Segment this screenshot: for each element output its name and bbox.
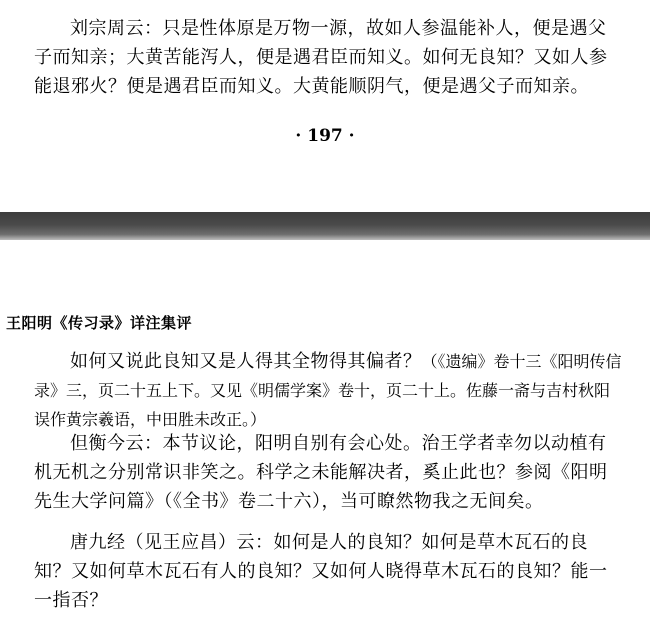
liu-zongzhou-paragraph: 刘宗周云：只是性体原是万物一源，故如人参温能补人，便是遇父子而知亲；大黄苦能泻人，便是遇君臣而知义。如何无良知？又如人参能退邪火？便是遇君臣而知义。大黄能顺阴气，便是遇父子而知亲。: [34, 18, 608, 97]
dan-hengjin-commentary: 但衡今云：本节议论，阳明自别有会心处。治王学者幸勿以动植有机无机之分别常识非笑之。科学之未能解决者，奚止此也？参阅《阳明先生大学问篇》（《全书》卷二十六），当可瞭然物我之无间矣。: [34, 433, 608, 512]
quote-paragraph: [34, 347, 624, 434]
tang-jiujing-commentary: 唐九经（见王应昌）云：如何是人的良知？如何是草木瓦石的良知？又如何草木瓦石有人的良知？又如何人晓得草木瓦石的良知？能一一指否？: [34, 532, 608, 611]
source-note: （《遗编》卷十三《阳明传信录》三，页二十五上下。又见《明儒学案》卷十，页二十上。佐藤一斋与吉村秋阳误作黄宗羲语，中田胜未改正。）: [34, 352, 622, 429]
bottom-page: [0, 240, 650, 624]
quote-text: 如何又说此良知又是人得其全物得其偏者？: [70, 351, 422, 372]
top-page: [0, 0, 650, 212]
page-number: · 197 ·: [295, 126, 355, 146]
page-divider: [0, 212, 650, 240]
running-head: 王阳明《传习录》详注集评: [6, 314, 193, 332]
